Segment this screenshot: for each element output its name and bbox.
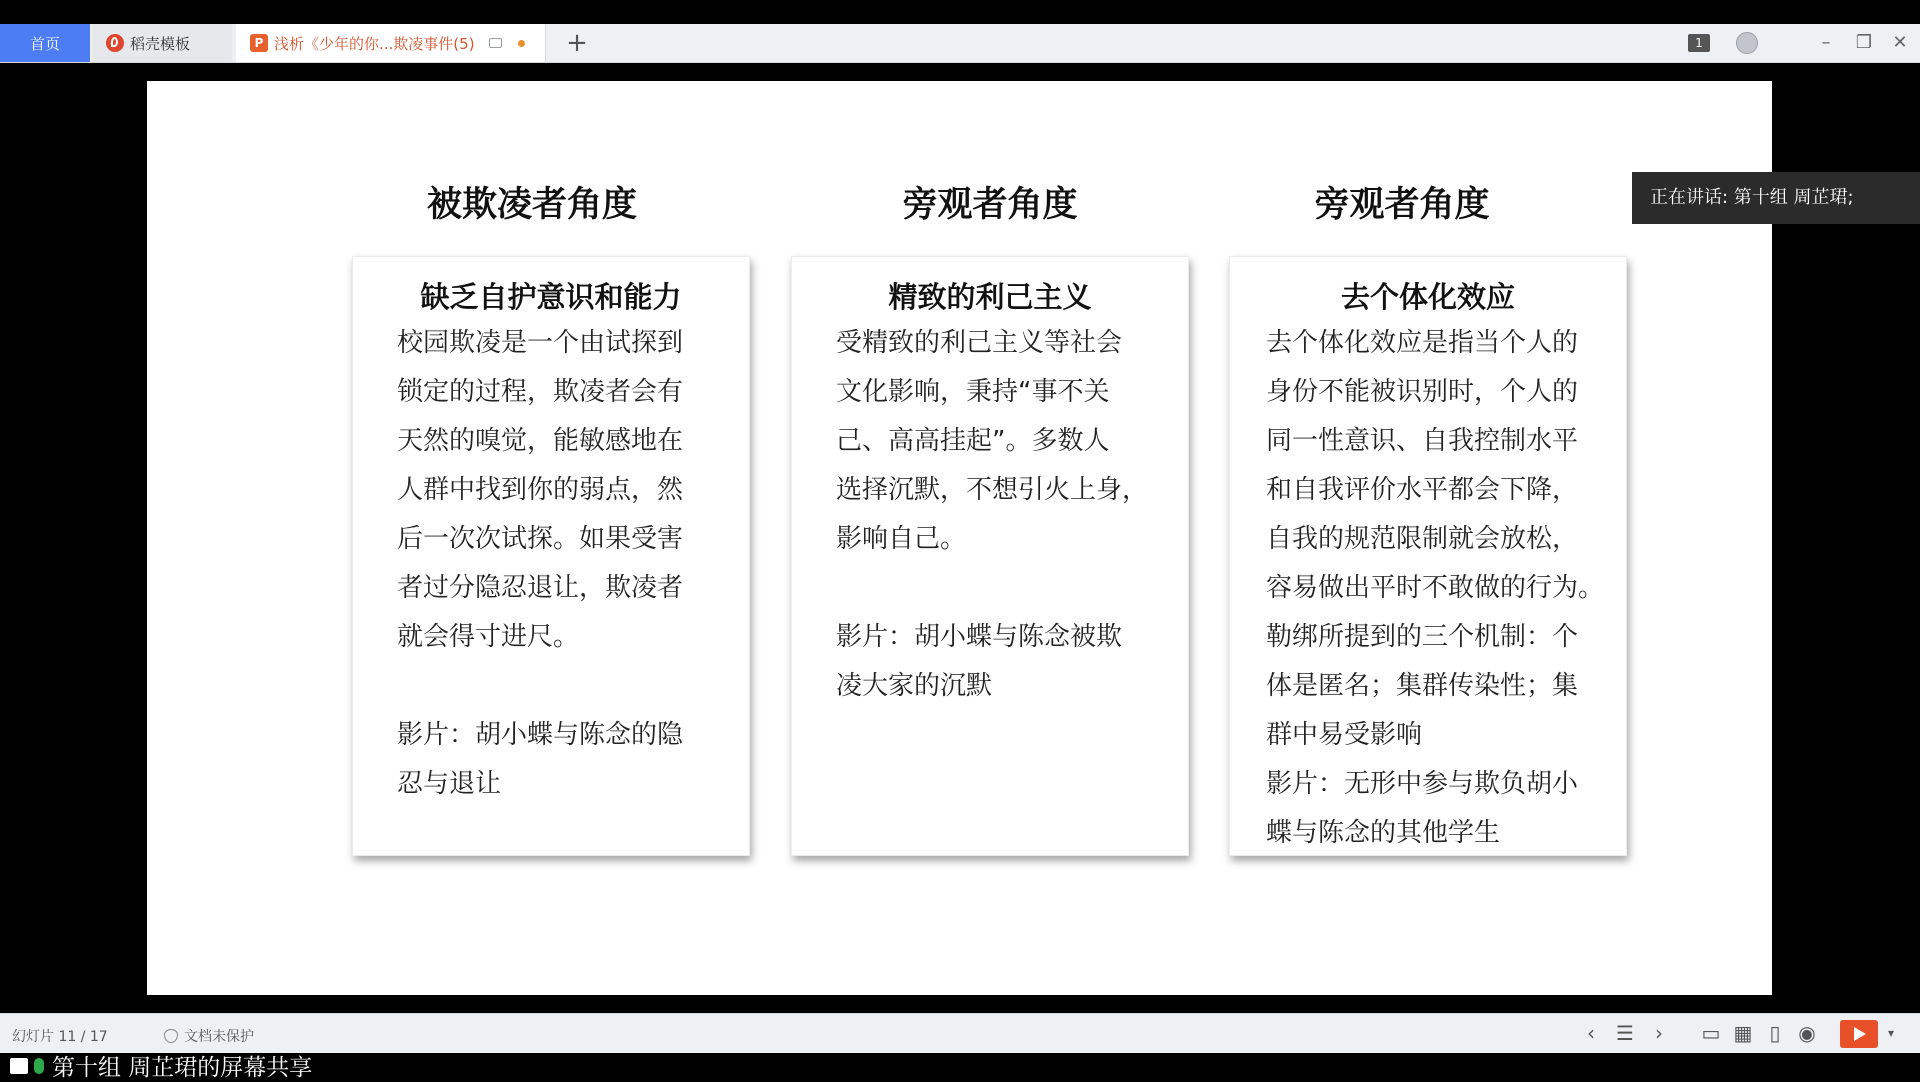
content-card: [352, 256, 750, 856]
content-card: [791, 256, 1189, 856]
card-title: 缺乏自护意识和能力: [420, 280, 682, 314]
close-icon[interactable]: ✕: [1892, 32, 1908, 53]
presentation-icon: P: [250, 34, 268, 52]
screen-share-icon: [10, 1058, 28, 1074]
previous-slide-icon[interactable]: ‹: [1587, 1021, 1595, 1045]
tab-template[interactable]: [92, 24, 232, 62]
slide-list-icon[interactable]: ☰: [1616, 1021, 1634, 1045]
presenter-view-icon[interactable]: ◉: [1798, 1021, 1816, 1045]
slide-counter: 幻灯片 11 / 17: [12, 1029, 108, 1045]
card-body: 受精致的利己主义等社会 文化影响，秉持“事不关 己、高高挂起”。多数人 选择沉默，不想引火上身， 影响自己。 影片：胡小蝶与陈念被欺 凌大家的沉默: [836, 328, 1149, 701]
add-tab-button[interactable]: +: [566, 28, 588, 58]
restore-icon[interactable]: ❐: [1855, 32, 1873, 53]
card-body: 校园欺凌是一个由试探到 锁定的过程，欺凌者会有 天然的嗅觉，能敏感地在 人群中找到你的弱点，然 后一次次试探。如果受害 者过分隐忍退让，欺凌者 就会得寸进尺。 影片：胡小蝶与陈念的隐 忍与退让: [397, 328, 684, 799]
shield-icon: [164, 1029, 178, 1043]
card-title: 去个体化效应: [1340, 280, 1515, 314]
slide-canvas: [147, 81, 1772, 995]
tab-document[interactable]: [236, 24, 546, 62]
screen-share-text: 第十组 周芷珺的屏幕共享: [52, 1055, 313, 1081]
protection-label: 文档未保护: [184, 1029, 254, 1045]
reading-view-icon[interactable]: ▯: [1769, 1021, 1781, 1045]
next-slide-icon[interactable]: ›: [1655, 1021, 1663, 1045]
microphone-icon: [34, 1058, 44, 1074]
column-heading: 旁观者角度: [1314, 185, 1490, 225]
tab-document-label: 浅析《少年的你...欺凌事件(5): [274, 34, 475, 53]
slide-sorter-icon[interactable]: ▦: [1733, 1021, 1753, 1045]
normal-view-icon[interactable]: ▭: [1701, 1021, 1721, 1045]
play-slideshow-button[interactable]: [1840, 1020, 1878, 1048]
monitor-icon[interactable]: [489, 38, 502, 48]
speaking-indicator: 正在讲话: 第十组 周芷珺;: [1632, 172, 1920, 224]
tab-template-label: 稻壳模板: [130, 34, 191, 53]
content-card: [1229, 256, 1627, 856]
screen-share-label: [10, 1049, 312, 1082]
play-options-icon[interactable]: ▾: [1887, 1026, 1895, 1040]
tab-home[interactable]: 首页: [0, 24, 90, 62]
column-heading: 被欺凌者角度: [426, 185, 637, 225]
daoke-icon: [106, 34, 124, 52]
column-heading: 旁观者角度: [902, 185, 1078, 225]
unsaved-dot-icon: [518, 40, 525, 47]
top-black-strip: [0, 0, 1920, 24]
user-avatar[interactable]: [1736, 24, 1758, 62]
tab-bar: [0, 24, 1920, 63]
document-protection[interactable]: [164, 1026, 254, 1046]
card-body: 去个体化效应是指当个人的 身份不能被识别时，个人的 同一性意识、自我控制水平 和自我评价水平都会下降， 自我的规范限制就会放松， 容易做出平时不敢做的行为。 勒绑所提到的三个机制：个 体是匿名；集群传染性；集 群中易受影响 影片：无形中参与欺负胡小 蝶与陈念的其他学生: [1266, 328, 1605, 848]
card-title: 精致的利己主义: [888, 280, 1092, 314]
window-count-badge[interactable]: 1: [1688, 24, 1710, 62]
minimize-icon[interactable]: –: [1821, 32, 1831, 53]
